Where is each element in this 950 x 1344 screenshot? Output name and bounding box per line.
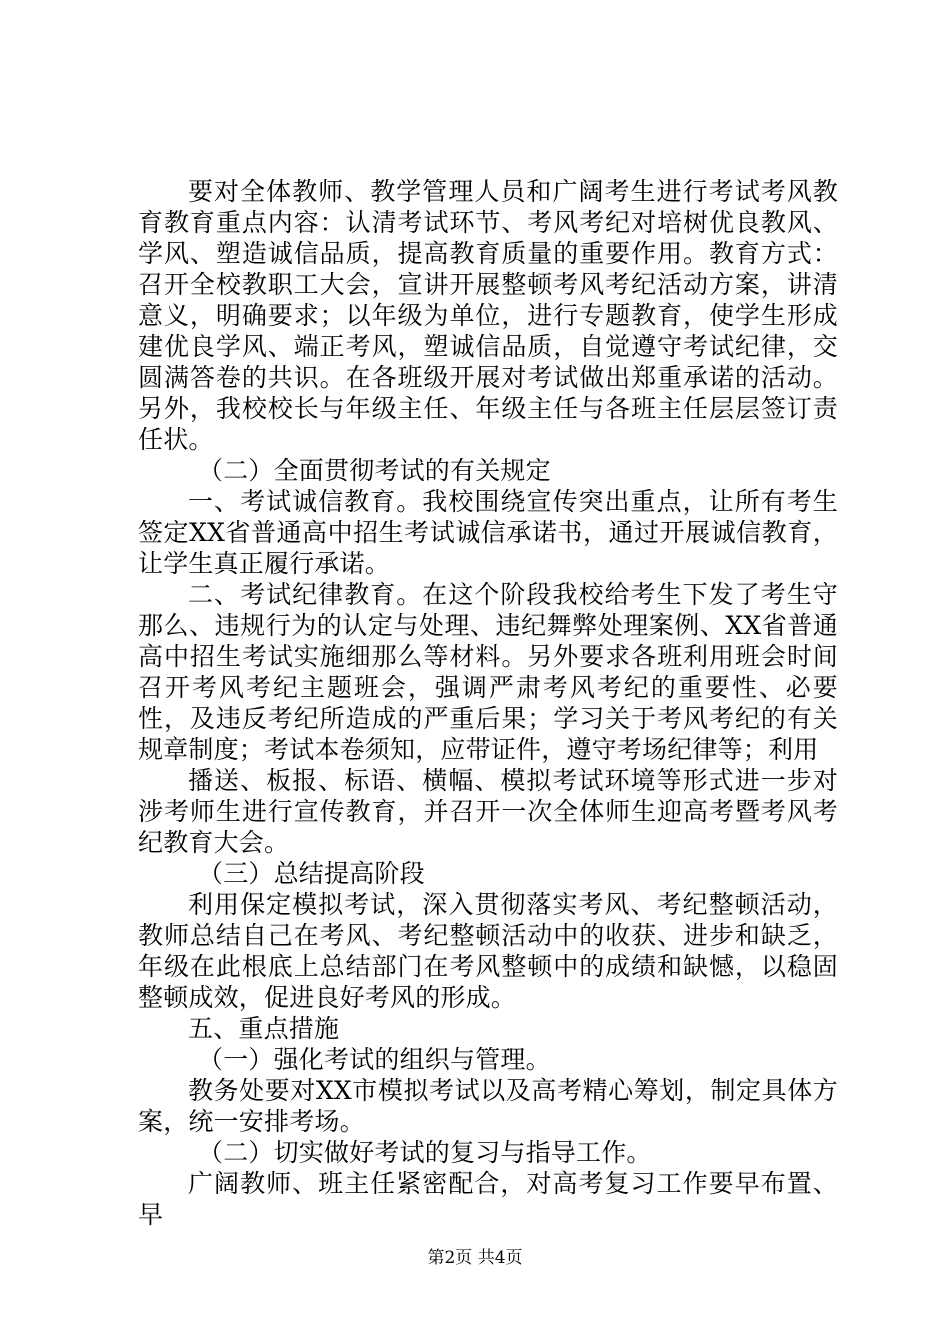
page-number-footer: 第2页 共4页 — [427, 1248, 523, 1268]
subheading-organization: （一）强化考试的组织与管理。 — [198, 1045, 551, 1074]
paragraph-integrity-education: 一、考试诚信教育。我校围绕宣传突出重点，让所有考生签定XX省普通高中招生考试诚信承诺书，通过开展诚信教育，让学生真正履行承诺。 — [138, 487, 838, 578]
subheading-review-guidance: （二）切实做好考试的复习与指导工作。 — [198, 1138, 652, 1167]
paragraph-education-content: 要对全体教师、教学管理人员和广阔考生进行考试考风教育教育重点内容：认清考试环节、考风考纪对培树优良教风、学风、塑造诚信品质，提高教育质量的重要作用。教育方式：召开全校教职工大会，宣讲开展整顿考风考纪活动方案，讲清意义，明确要求；以年级为单位，进行专题教育，使学生形成建优良学风、端正考风，塑诚信品质，自觉遵守考试纪律，交圆满答卷的共识。在各班级开展对考试做出郑重承诺的活动。另外，我校校长与年级主任、年级主任与各班主任层层签订责任状。 — [138, 177, 838, 454]
section-heading-regulations: （二）全面贯彻考试的有关规定 — [198, 456, 551, 485]
paragraph-organization: 教务处要对XX市模拟考试以及高考精心筹划，制定具体方案，统一安排考场。 — [138, 1076, 838, 1136]
paragraph-summary: 利用保定模拟考试，深入贯彻落实考风、考纪整顿活动，教师总结自己在考风、考纪整顿活动中的收获、进步和缺乏，年级在此根底上总结部门在考风整顿中的成绩和缺憾，以稳固整顿成效，促进良好考风的形成。 — [138, 890, 838, 1012]
document-body — [138, 176, 838, 1230]
section-heading-summary: （三）总结提高阶段 — [198, 859, 425, 888]
section-heading-key-measures: 五、重点措施 — [188, 1014, 340, 1043]
paragraph-review-guidance: 广阔教师、班主任紧密配合，对高考复习工作要早布置、早 — [138, 1169, 838, 1229]
paragraph-publicity: 播送、板报、标语、横幅、模拟考试环境等形式进一步对涉考师生进行宣传教育，并召开一次全体师生迎高考暨考风考纪教育大会。 — [138, 766, 838, 857]
paragraph-discipline-education: 二、考试纪律教育。在这个阶段我校给考生下发了考生守那么、违规行为的认定与处理、违纪舞弊处理案例、XX省普通高中招生考试实施细那么等材料。另外要求各班利用班会时间召开考风考纪主题班会，强调严肃考风考纪的重要性、必要性，及违反考纪所造成的严重后果；学习关于考风考纪的有关规章制度；考试本卷须知，应带证件，遵守考场纪律等；利用 — [138, 580, 838, 764]
